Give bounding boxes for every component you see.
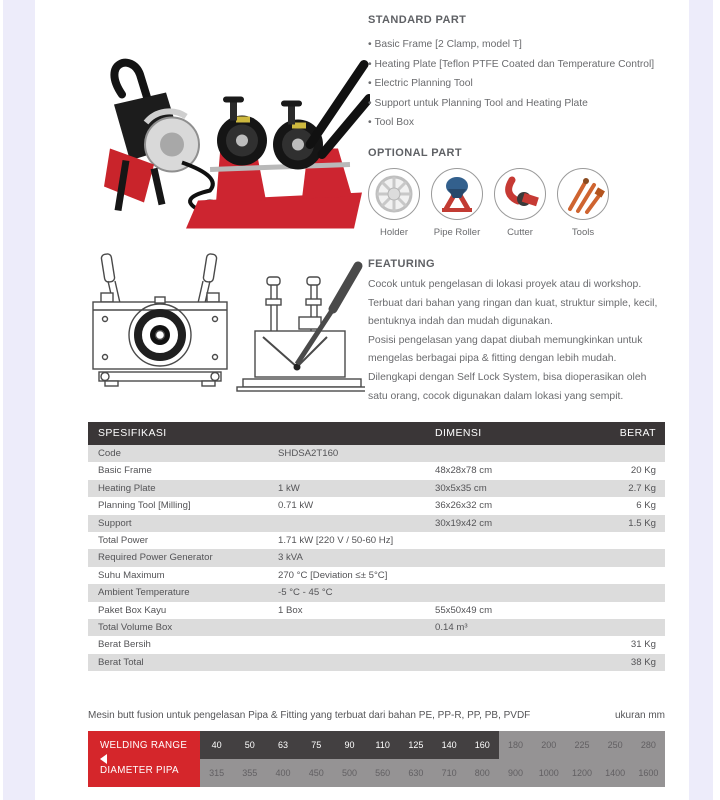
spec-cell-dimensi: 36x26x32 cm bbox=[435, 500, 493, 512]
spec-cell-value: 1.71 kW [220 V / 50-60 Hz] bbox=[278, 534, 394, 546]
spec-table-row bbox=[88, 654, 665, 671]
spec-cell-label: Planning Tool [Milling] bbox=[98, 500, 191, 512]
featuring-title: FEATURING bbox=[368, 258, 435, 270]
standard-part-list bbox=[368, 35, 693, 133]
optional-part-section bbox=[368, 147, 693, 238]
spec-cell-value: 270 °C [Deviation ≤± 5°C] bbox=[278, 569, 388, 581]
spec-table-row bbox=[88, 445, 665, 462]
spec-table-row bbox=[88, 480, 665, 497]
featuring-section bbox=[368, 258, 693, 406]
welding-range-cell: 160 bbox=[466, 731, 499, 759]
featuring-line: mengelas berbagai pipa & fitting dengan lebih mudah. bbox=[368, 353, 617, 365]
welding-range-cell: 630 bbox=[408, 768, 424, 778]
holder-icon bbox=[369, 169, 419, 219]
welding-range-cell: 90 bbox=[333, 731, 366, 759]
tools-icon bbox=[558, 169, 608, 219]
spec-cell-label: Support bbox=[98, 517, 132, 529]
footer-description: Mesin butt fusion untuk pengelasan Pipa & Fitting yang terbuat dari bahan PE, PP-R, PP, PB, PVDF bbox=[88, 710, 531, 721]
welding-range-label-line2: DIAMETER PIPA bbox=[100, 765, 179, 776]
spec-cell-berat: 38 Kg bbox=[630, 656, 656, 668]
welding-range-cell: 800 bbox=[474, 768, 490, 778]
pipe-roller-icon bbox=[432, 169, 482, 219]
spec-cell-dimensi: 0.14 m³ bbox=[435, 621, 468, 633]
welding-range-cell: 710 bbox=[441, 768, 457, 778]
welding-range-cell: 250 bbox=[607, 740, 623, 750]
spec-table-row bbox=[88, 515, 665, 532]
welding-range-cell: 355 bbox=[242, 768, 258, 778]
cutter-icon bbox=[495, 169, 545, 219]
optional-item-label: Cutter bbox=[507, 227, 533, 238]
spec-cell-value: -5 °C - 45 °C bbox=[278, 587, 333, 599]
welding-range-cell: 1600 bbox=[638, 768, 659, 778]
standard-part-item: • Basic Frame [2 Clamp, model T] bbox=[368, 35, 693, 55]
welding-range-label bbox=[88, 731, 200, 787]
label-notch-icon bbox=[100, 754, 107, 764]
optional-item-cutter bbox=[494, 168, 546, 238]
welding-range-cell: 500 bbox=[341, 768, 357, 778]
standard-part-item: • Tool Box bbox=[368, 113, 693, 133]
spec-table-header bbox=[88, 422, 665, 445]
welding-range-cell: 50 bbox=[233, 731, 266, 759]
fusion-machine-photo bbox=[186, 65, 369, 229]
spec-cell-dimensi: 55x50x49 cm bbox=[435, 604, 493, 616]
spec-cell-label: Paket Box Kayu bbox=[98, 604, 167, 616]
welding-range-cell: 125 bbox=[399, 731, 432, 759]
welding-range-label-line1: WELDING RANGE bbox=[100, 740, 188, 751]
spec-table-row bbox=[88, 567, 665, 584]
featuring-line: Dilengkapi dengan Self Lock System, bisa dioperasikan oleh bbox=[368, 371, 647, 383]
standard-part-section bbox=[368, 14, 693, 133]
spec-cell-value: 1 Box bbox=[278, 604, 303, 616]
welding-range-cell: 450 bbox=[308, 768, 324, 778]
welding-range-cell: 900 bbox=[508, 768, 524, 778]
spec-cell-value: SHDSA2T160 bbox=[278, 448, 339, 459]
spec-table-row bbox=[88, 549, 665, 566]
welding-range-cell: 315 bbox=[209, 768, 225, 778]
spec-table-body bbox=[88, 445, 665, 671]
spec-cell-label: Berat Bersih bbox=[98, 639, 151, 651]
spec-cell-dimensi: 48x28x78 cm bbox=[435, 465, 493, 477]
spec-table-row bbox=[88, 462, 665, 479]
featuring-line: Posisi pengelasan yang dapat diubah memungkinkan untuk bbox=[368, 334, 643, 346]
welding-range-table bbox=[88, 731, 665, 787]
spec-cell-label: Total Volume Box bbox=[98, 621, 173, 633]
left-margin-strip bbox=[3, 0, 35, 800]
welding-range-cell: 280 bbox=[640, 740, 656, 750]
spec-table-row bbox=[88, 532, 665, 549]
spec-table-row bbox=[88, 619, 665, 636]
spec-cell-label: Total Power bbox=[98, 534, 149, 546]
welding-range-cell: 225 bbox=[574, 740, 590, 750]
standard-part-title: STANDARD PART bbox=[368, 14, 467, 26]
welding-range-grid bbox=[200, 731, 665, 787]
spec-table-row bbox=[88, 636, 665, 653]
optional-part-row bbox=[368, 168, 693, 238]
specification-table bbox=[88, 422, 665, 671]
spec-cell-berat: 2.7 Kg bbox=[628, 482, 656, 494]
spec-cell-berat: 1.5 Kg bbox=[628, 517, 656, 529]
footer-unit-note: ukuran mm bbox=[614, 710, 665, 721]
standard-part-item: • Electric Planning Tool bbox=[368, 74, 693, 94]
standard-part-item: • Support untuk Planning Tool and Heating Plate bbox=[368, 94, 693, 114]
optional-part-title: OPTIONAL PART bbox=[368, 147, 463, 159]
spec-cell-berat: 6 Kg bbox=[636, 500, 656, 512]
standard-part-item: • Heating Plate [Teflon PTFE Coated dan Temperature Control] bbox=[368, 55, 693, 75]
spec-cell-value: 1 kW bbox=[278, 482, 300, 494]
welding-range-cell: 1000 bbox=[538, 768, 559, 778]
spec-cell-label: Berat Total bbox=[98, 656, 144, 668]
product-photo bbox=[70, 50, 370, 245]
optional-item-pipe-roller bbox=[431, 168, 483, 238]
welding-range-cell: 180 bbox=[508, 740, 524, 750]
spec-header-dimensi: DIMENSI bbox=[435, 427, 482, 439]
spec-cell-dimensi: 30x19x42 cm bbox=[435, 517, 493, 529]
optional-item-label: Holder bbox=[380, 227, 408, 238]
spec-cell-value: 3 kVA bbox=[278, 552, 303, 564]
spec-cell-label: Basic Frame bbox=[98, 465, 152, 477]
spec-header-spesifikasi: SPESIFIKASI bbox=[98, 427, 167, 439]
welding-range-cell: 1200 bbox=[571, 768, 592, 778]
spec-cell-dimensi: 30x5x35 cm bbox=[435, 482, 487, 494]
welding-range-cell: 140 bbox=[433, 731, 466, 759]
side-view-drawing bbox=[237, 266, 365, 391]
welding-range-cell: 560 bbox=[375, 768, 391, 778]
featuring-text bbox=[368, 276, 693, 406]
optional-item-tools bbox=[557, 168, 609, 238]
spec-cell-label: Suhu Maximum bbox=[98, 569, 165, 581]
welding-range-cell: 400 bbox=[275, 768, 291, 778]
optional-item-label: Tools bbox=[571, 227, 595, 238]
welding-range-cell: 200 bbox=[541, 740, 557, 750]
welding-range-cell: 63 bbox=[266, 731, 299, 759]
featuring-line: Cocok untuk pengelasan di lokasi proyek atau di workshop. bbox=[368, 279, 642, 290]
spec-cell-label: Required Power Generator bbox=[98, 552, 213, 564]
spec-cell-berat: 20 Kg bbox=[630, 465, 656, 477]
spec-cell-label: Ambient Temperature bbox=[98, 587, 190, 599]
featuring-line: bentuknya indah dan mudah digunakan. bbox=[368, 316, 553, 328]
featuring-line: satu orang, cocok digunakan dalam lokasi yang sempit. bbox=[368, 390, 624, 402]
front-view-drawing bbox=[93, 253, 227, 386]
spec-cell-label: Heating Plate bbox=[98, 482, 156, 494]
spec-cell-value: 0.71 kW bbox=[278, 500, 314, 512]
spec-table-row bbox=[88, 602, 665, 619]
optional-item-holder bbox=[368, 168, 420, 238]
welding-range-cell: 110 bbox=[366, 731, 399, 759]
welding-range-cell: 1400 bbox=[605, 768, 626, 778]
welding-range-cell: 75 bbox=[300, 731, 333, 759]
welding-range-cell: 40 bbox=[200, 731, 233, 759]
footer-note bbox=[88, 710, 665, 721]
spec-cell-berat: 31 Kg bbox=[630, 639, 656, 651]
spec-table-row bbox=[88, 497, 665, 514]
spec-table-row bbox=[88, 584, 665, 601]
featuring-line: Terbuat dari bahan yang ringan dan kuat, struktur simple, kecil, bbox=[368, 297, 658, 309]
spec-cell-label: Code bbox=[98, 448, 121, 459]
optional-item-label: Pipe Roller bbox=[433, 227, 481, 238]
spec-header-berat: BERAT bbox=[619, 427, 656, 439]
technical-drawings bbox=[75, 250, 365, 412]
